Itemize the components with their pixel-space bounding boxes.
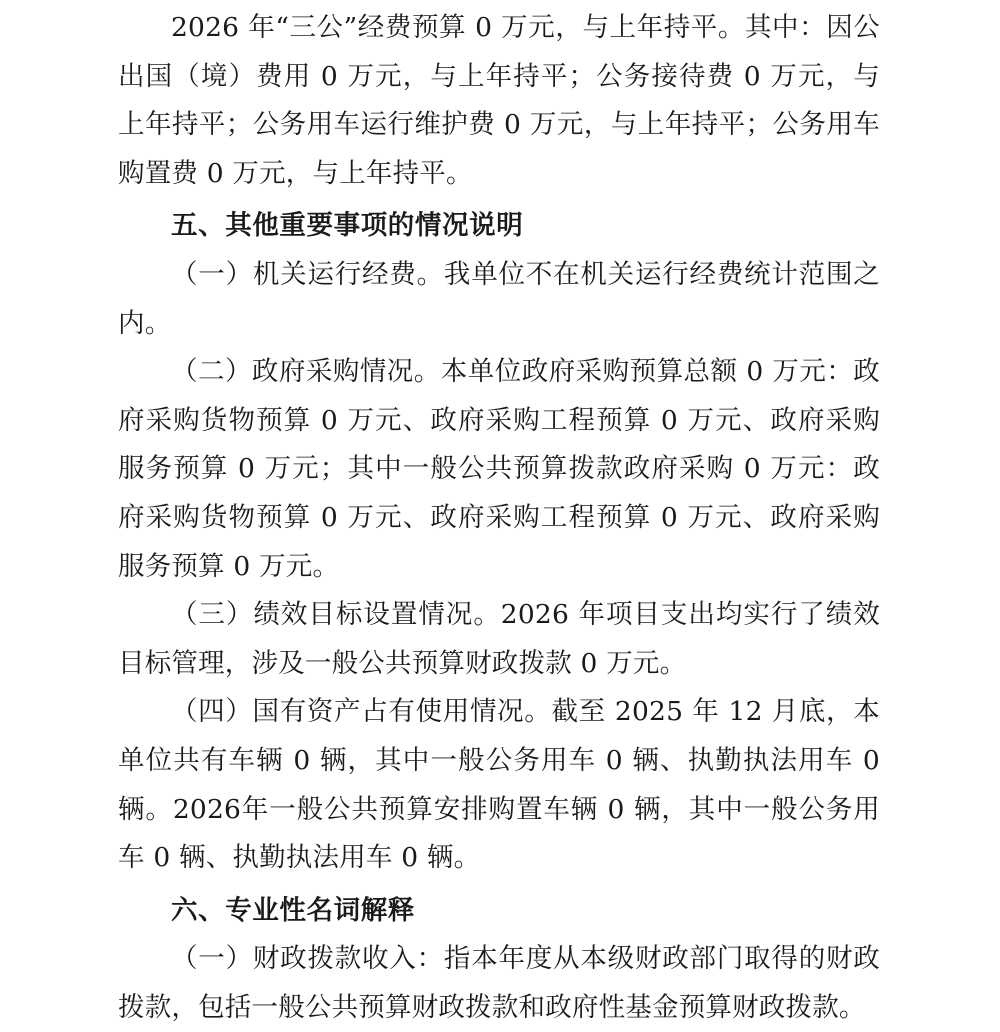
section-heading-five: 五、其他重要事项的情况说明	[171, 210, 524, 242]
section-heading-six: 六、专业性名词解释	[171, 894, 415, 926]
paragraph-sangong-expenses: 2026 年“三公”经费预算 0 万元，与上年持平。其中：因公出国（境）费用 0 万元，与上年持平；公务接待费 0 万元，与上年持平；公务用车运行维护费 0 万元，与上年持平；公务用车购置费 0 万元，与上年持平。	[118, 12, 880, 189]
paragraph-term-fiscal-appropriation-income: （一）财政拨款收入：指本年度从本级财政部门取得的财政拨款，包括一般公共预算财政拨款和政府性基金预算财政拨款。	[118, 943, 880, 1023]
paragraph-state-owned-assets: （四）国有资产占有使用情况。截至 2025 年 12 月底，本单位共有车辆 0 辆，其中一般公务用车 0 辆、执勤执法用车 0 辆。2026年一般公共预算安排购置车辆 0 辆，其中一般公务用车 0 辆、执勤执法用车 0 辆。	[118, 696, 880, 874]
paragraph-government-procurement: （二）政府采购情况。本单位政府采购预算总额 0 万元：政府采购货物预算 0 万元、政府采购工程预算 0 万元、政府采购服务预算 0 万元；其中一般公共预算拨款政府采购 0 万元：政府采购货物预算 0 万元、政府采购工程预算 0 万元、政府采购服务预算 0 万元。	[118, 356, 880, 582]
paragraph-agency-operating-expenses: （一）机关运行经费。我单位不在机关运行经费统计范围之内。	[118, 258, 880, 339]
paragraph-performance-targets: （三）绩效目标设置情况。2026 年项目支出均实行了绩效目标管理，涉及一般公共预算财政拨款 0 万元。	[118, 599, 880, 679]
